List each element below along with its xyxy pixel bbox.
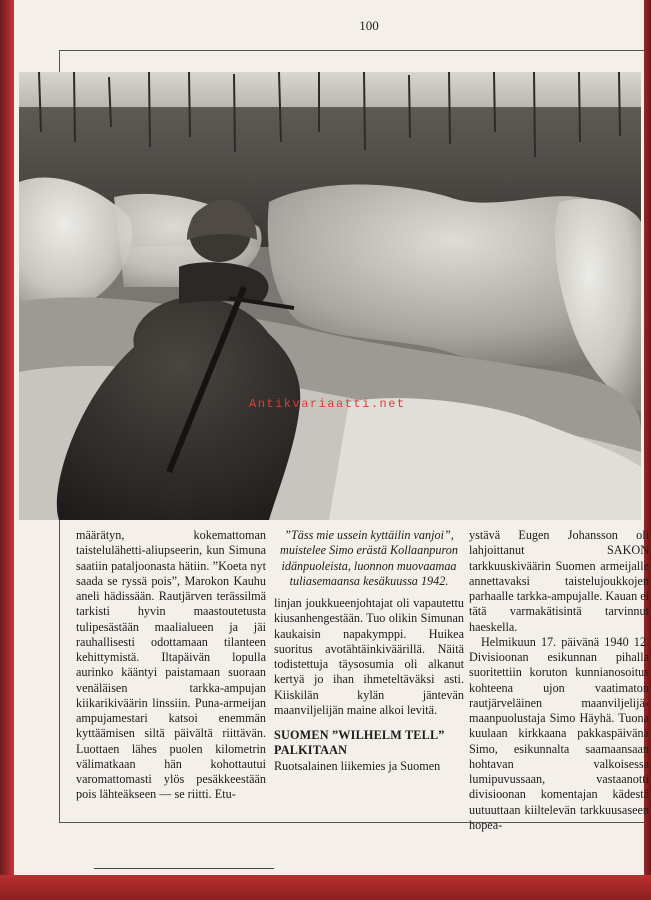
section-heading: SUOMEN ”WILHELM TELL” PALKITAAN bbox=[274, 728, 445, 758]
photo-illustration bbox=[19, 72, 641, 520]
photo-caption: ”Täss mie ussein kyttäilin vanjoi”, muistelee Simo erästä Kollaanpuron idänpuoleista, luonnon muovaamaa tuliasemaansa kesäkuussa 1942. bbox=[280, 528, 458, 588]
book-page bbox=[14, 0, 650, 875]
frame-line-top bbox=[59, 50, 644, 51]
text-column-2 bbox=[274, 528, 464, 774]
column-2-paragraph: linjan joukkueenjohtajat oli vapautettu kiusanhengestään. Tuo olikin Simunan kaukaisin napakymppi. Huikea suoritus avotähtäinkiväärillä. Näitä todistettuja täysosumia oli alkanut kertyä jo ihan ihmeteltäväksi asti. Kiiskilän kylän jäntevän maanviljelijän maine alkoi levitä. bbox=[274, 596, 464, 717]
column-3-paragraph-2: Helmikuun 17. päivänä 1940 12. Divisioonan esikunnan pihalla suoritettiin koruton kunnianosoitus kohteena ujon vaatimaton rautjärveläinen maanviljelijä-maanpuolustaja Simo Häyhä. Tuona kuulaan kirkkaana pakkaspäivänä Simo, esikunnalta saamaansaan hohtavan valkoisessa lumipuvussaan, vastaanotti divisioonan komentajan kädestä uutuuttaan kiiltelevän tarkkuusaseen hopea- bbox=[469, 634, 649, 832]
text-column-1 bbox=[76, 528, 266, 803]
book-cover-bottom-edge bbox=[0, 875, 651, 900]
text-column-3 bbox=[469, 528, 649, 833]
column-2-after-heading: Ruotsalainen liikemies ja Suomen bbox=[274, 758, 441, 773]
war-photograph bbox=[19, 72, 641, 520]
bottom-rule bbox=[94, 868, 274, 869]
column-3-paragraph-1: ystävä Eugen Johansson oli lahjoittanut SAKON tarkkuuskiväärin Suomen armeijalle annettavaksi taistelujoukkojen parhaalle tarkka-ampujalle. Kauan ei tätä varmakätisintä tarvinnut haeskella. bbox=[469, 528, 650, 634]
book-cover-left-edge bbox=[0, 0, 14, 900]
page-number: 100 bbox=[359, 18, 379, 33]
watermark-text: Antikvariaatti.net bbox=[249, 397, 406, 411]
column-1-paragraph: määrätyn, kokemattoman taistelulähetti-aliupseerin, kun Simuna saatiin pataljoonasta hätiin. ”Koeta nyt saada se ryssä pois”, Marokon Kauhu aneli hädissään. Rautjärven terässilmä tarkisti hyvin maastoutetusta tulipesästään maalialueen ja jäi rauhallisesti odottamaan tilanteen kehittymistä. Iltapäivän lopulla aurinko kääntyi paistamaan suoraan venäläisen tarkka-ampujan kiikarikiväärin linssiin. Puna-armeijan ampujamestari katsoi enemmän kyttäämisen siltä päivältä riittävän. Luottaen lähes puolen kilometrin välimatkaan hän kohottautui varomattomasti ylös pesäkkeestään pois lähteäkseen — se riitti. Etu- bbox=[76, 528, 266, 802]
